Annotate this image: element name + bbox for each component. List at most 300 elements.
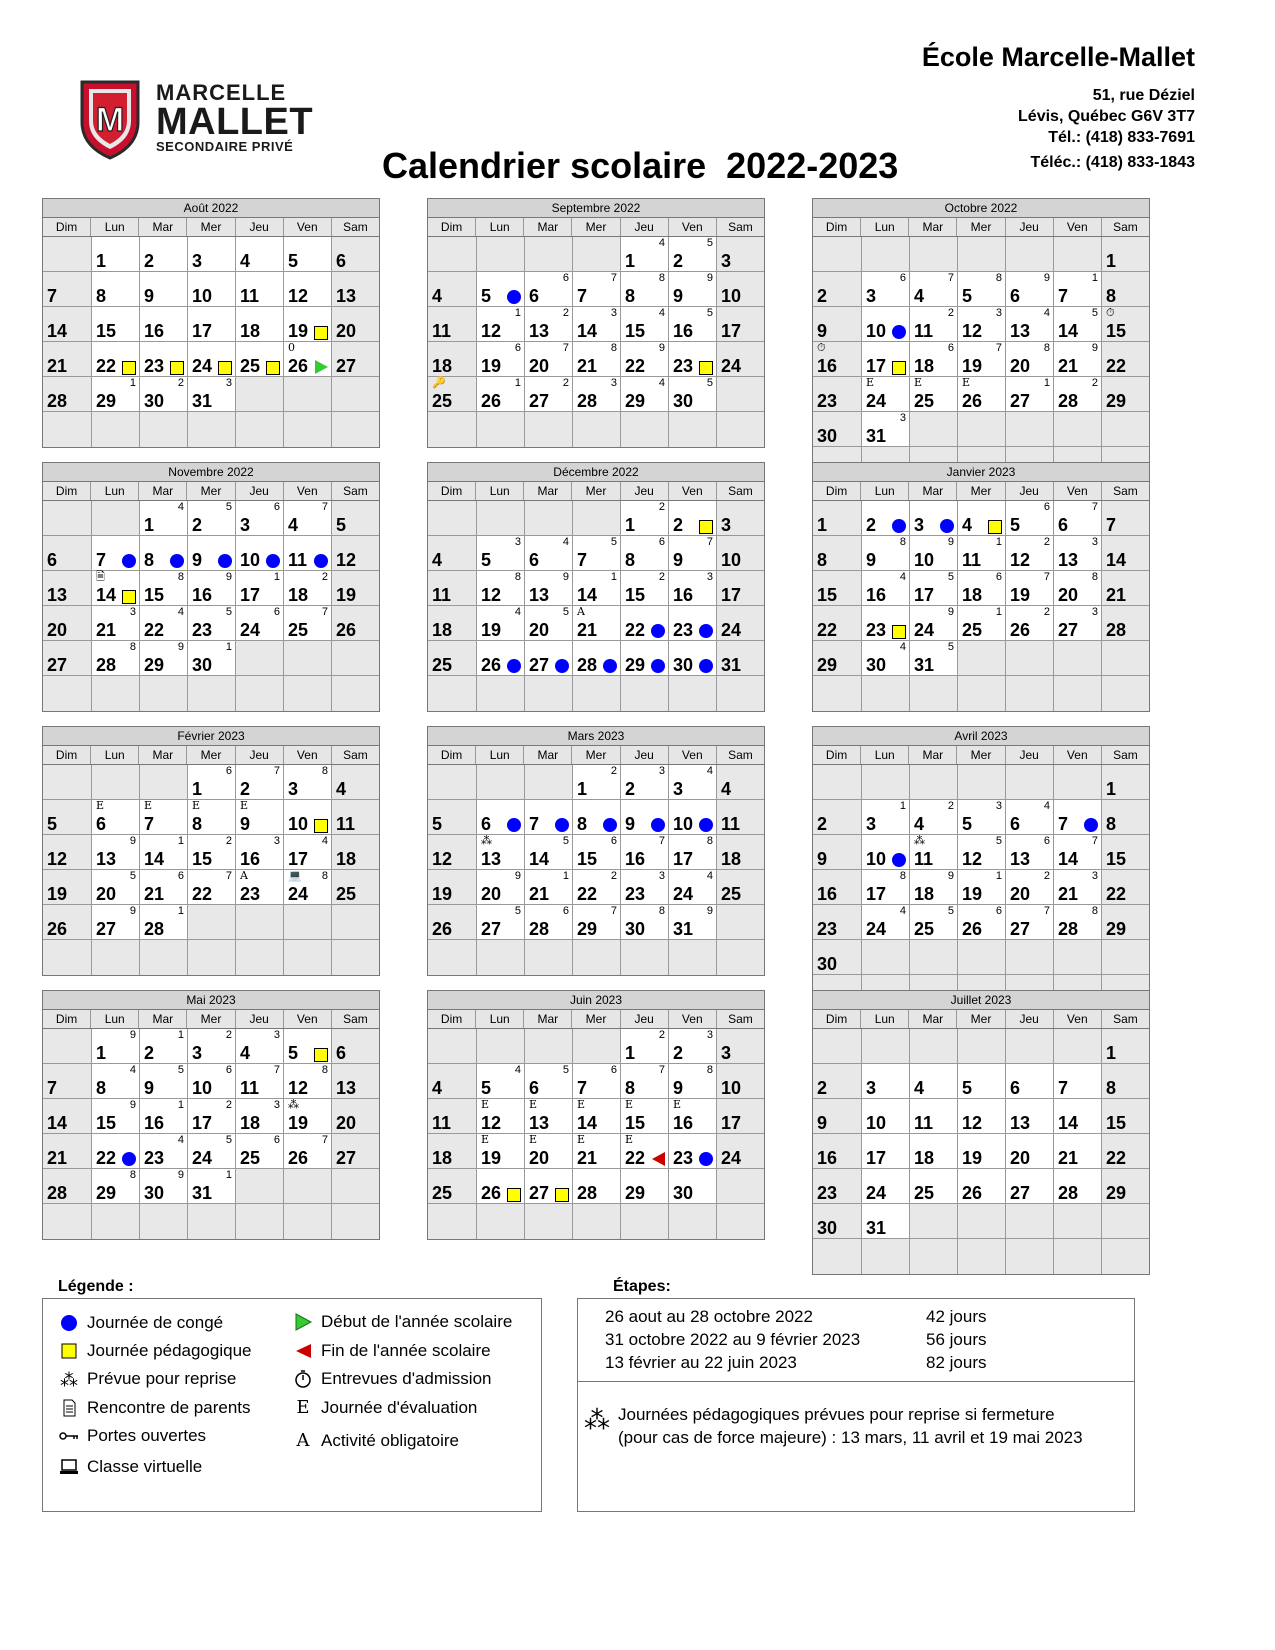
day-cell <box>716 307 764 342</box>
day-cell <box>283 571 331 606</box>
holiday-dot-icon <box>266 554 280 568</box>
day-cell <box>620 237 668 272</box>
weekday-label: Lun <box>90 218 138 236</box>
day-number: 12 <box>432 849 453 869</box>
day-number: 20 <box>96 884 117 904</box>
cycle-day-number: 6 <box>177 870 184 882</box>
day-number: 24 <box>866 1183 887 1203</box>
day-number: 11 <box>240 1078 260 1098</box>
cycle-day-number: 7 <box>1043 905 1050 917</box>
day-cell <box>139 1029 187 1064</box>
day-cell <box>428 1169 476 1204</box>
day-number: 11 <box>432 1113 452 1133</box>
legend-label: Portes ouvertes <box>87 1426 207 1445</box>
day-cell <box>476 412 524 447</box>
day-cell <box>1101 641 1149 676</box>
school-city: Lévis, Québec G6V 3T7 <box>1018 108 1195 125</box>
day-cell <box>235 905 283 940</box>
day-cell <box>428 835 476 870</box>
day-cell <box>428 536 476 571</box>
day-number: 15 <box>1106 849 1127 869</box>
weekday-label: Lun <box>90 746 138 764</box>
day-cell <box>620 1064 668 1099</box>
etape-days-1: 42 jours <box>926 1307 987 1326</box>
day-cell <box>331 1204 379 1239</box>
day-number: 6 <box>529 286 540 306</box>
day-cell <box>331 342 379 377</box>
day-number: 18 <box>914 356 935 376</box>
day-cell <box>668 1099 716 1134</box>
weekday-label: Mar <box>138 218 186 236</box>
day-number: 14 <box>577 1113 598 1133</box>
day-cell <box>139 536 187 571</box>
weekday-label: Sam <box>1101 746 1149 764</box>
day-cell <box>139 272 187 307</box>
day-number: 22 <box>1106 1148 1127 1168</box>
day-cell <box>1053 765 1101 800</box>
month-title: Novembre 2022 <box>43 463 379 482</box>
cycle-day-number: 8 <box>658 272 665 284</box>
day-cell <box>428 870 476 905</box>
day-number: 9 <box>240 814 251 834</box>
day-cell <box>1005 1169 1053 1204</box>
day-cell <box>235 501 283 536</box>
legend-item-entrevues <box>321 1369 492 1389</box>
day-number: 5 <box>1010 515 1021 535</box>
day-number: 13 <box>336 286 357 306</box>
day-number: 17 <box>240 585 261 605</box>
day-cell <box>428 765 476 800</box>
month-title: Avril 2023 <box>813 727 1149 746</box>
weekday-label: Mar <box>138 1010 186 1028</box>
day-cell <box>861 571 909 606</box>
day-cell <box>331 870 379 905</box>
cycle-day-number: 7 <box>995 342 1002 354</box>
weekday-header <box>428 218 764 237</box>
day-cell <box>43 765 91 800</box>
day-cell <box>283 237 331 272</box>
weekday-label: Sam <box>1101 482 1149 500</box>
holiday-dot-icon <box>314 554 328 568</box>
day-number: 24 <box>914 620 935 640</box>
day-number: 23 <box>673 1148 694 1168</box>
day-cell <box>428 1099 476 1134</box>
day-number: 1 <box>817 515 828 535</box>
day-cell <box>428 377 476 412</box>
day-number: 30 <box>144 391 165 411</box>
day-cell <box>428 1134 476 1169</box>
day-cell <box>572 571 620 606</box>
day-number: 4 <box>962 515 973 535</box>
pedagogical-day-icon <box>507 1188 521 1202</box>
day-number: 3 <box>721 1043 732 1063</box>
day-cell <box>476 237 524 272</box>
day-number: 15 <box>625 1113 646 1133</box>
day-cell <box>572 342 620 377</box>
cycle-day-number: 9 <box>129 905 136 917</box>
day-cell <box>957 606 1005 641</box>
day-number: 14 <box>144 849 165 869</box>
cycle-day-number: 7 <box>1091 501 1098 513</box>
day-number: 7 <box>1058 1078 1069 1098</box>
weekday-header <box>813 1010 1149 1029</box>
day-cell <box>572 606 620 641</box>
day-number: 30 <box>673 655 694 675</box>
holiday-dot-icon <box>122 1152 136 1166</box>
cycle-day-number: 5 <box>514 905 521 917</box>
day-cell <box>861 1239 909 1274</box>
day-cell <box>283 606 331 641</box>
day-cell <box>1005 536 1053 571</box>
day-number: 31 <box>192 1183 213 1203</box>
day-cell <box>235 571 283 606</box>
day-number: 13 <box>1010 1113 1031 1133</box>
day-cell <box>813 800 861 835</box>
weekday-label: Mar <box>908 218 956 236</box>
day-cell <box>957 1204 1005 1239</box>
day-number: 17 <box>914 585 935 605</box>
day-cell <box>620 1099 668 1134</box>
day-number: 28 <box>529 919 550 939</box>
day-cell <box>235 307 283 342</box>
day-cell <box>235 676 283 711</box>
day-cell <box>524 536 572 571</box>
day-cell <box>91 237 139 272</box>
day-cell <box>861 641 909 676</box>
day-number: 3 <box>721 251 732 271</box>
day-number: 27 <box>1058 620 1079 640</box>
day-number: 2 <box>144 1043 155 1063</box>
day-cell <box>716 412 764 447</box>
day-cell <box>476 641 524 676</box>
day-number: 30 <box>817 954 838 974</box>
pedagogical-day-icon <box>314 819 328 833</box>
month-title: Août 2022 <box>43 199 379 218</box>
day-number: 24 <box>721 1148 742 1168</box>
cycle-day-number: 3 <box>225 377 232 389</box>
day-cell <box>1053 835 1101 870</box>
day-cell <box>1101 1099 1149 1134</box>
weekday-label: Mer <box>186 482 234 500</box>
day-number: 11 <box>432 585 452 605</box>
day-cell <box>187 641 235 676</box>
etapes-note <box>618 1403 1083 1449</box>
cycle-day-number: 7 <box>947 272 954 284</box>
day-cell <box>139 501 187 536</box>
day-cell <box>91 905 139 940</box>
day-number: 20 <box>47 620 68 640</box>
day-number: 18 <box>432 1148 453 1168</box>
day-cell <box>428 237 476 272</box>
day-number: 29 <box>625 1183 646 1203</box>
day-cell <box>861 272 909 307</box>
cycle-day-number: 8 <box>321 765 328 777</box>
pedagogical-day-icon <box>170 361 184 375</box>
month-calendar <box>42 198 380 448</box>
weekday-label: Sam <box>716 482 764 500</box>
day-cell <box>428 501 476 536</box>
day-number: 11 <box>432 321 452 341</box>
day-number: 13 <box>1010 321 1031 341</box>
day-cell <box>43 272 91 307</box>
legend-item-evaluation <box>296 1397 478 1418</box>
day-cell <box>861 765 909 800</box>
day-number: 7 <box>577 550 588 570</box>
day-cell <box>668 536 716 571</box>
legend-label: Journée de congé <box>87 1313 224 1332</box>
day-number: 30 <box>817 426 838 446</box>
cycle-day-number: 6 <box>1043 501 1050 513</box>
day-cell <box>91 1134 139 1169</box>
day-cell <box>139 1204 187 1239</box>
day-marker-icon: ⁂ <box>481 834 492 847</box>
day-cell <box>1053 905 1101 940</box>
day-cell <box>1101 676 1149 711</box>
day-cell <box>1101 501 1149 536</box>
day-number: 16 <box>817 884 838 904</box>
etape-days-3: 82 jours <box>926 1353 987 1372</box>
cycle-day-number: 4 <box>899 905 906 917</box>
day-number: 29 <box>96 1183 117 1203</box>
day-number: 12 <box>1010 550 1031 570</box>
day-number: 20 <box>336 1113 357 1133</box>
cycle-day-number: 9 <box>706 272 713 284</box>
day-cell <box>235 800 283 835</box>
day-number: 29 <box>625 655 646 675</box>
weekday-label: Sam <box>331 1010 379 1028</box>
day-cell <box>620 342 668 377</box>
day-cell <box>1101 606 1149 641</box>
day-marker-icon: E <box>481 1098 490 1111</box>
day-cell <box>716 237 764 272</box>
day-cell <box>572 412 620 447</box>
day-number: 25 <box>288 620 309 640</box>
day-number: 1 <box>96 1043 107 1063</box>
day-cell <box>139 571 187 606</box>
etapes-divider <box>578 1381 1134 1382</box>
day-cell <box>813 870 861 905</box>
cycle-day-number: 6 <box>273 501 280 513</box>
day-cell <box>861 1134 909 1169</box>
day-cell <box>1053 1099 1101 1134</box>
day-number: 18 <box>288 585 309 605</box>
day-number: 12 <box>481 321 502 341</box>
day-cell <box>524 870 572 905</box>
day-cell <box>620 1169 668 1204</box>
day-number: 7 <box>96 550 107 570</box>
day-cell <box>668 641 716 676</box>
day-cell <box>813 1169 861 1204</box>
cycle-day-number: 7 <box>658 835 665 847</box>
month-title: Juillet 2023 <box>813 991 1149 1010</box>
cycle-day-number: 8 <box>706 835 713 847</box>
day-cell <box>957 342 1005 377</box>
day-cell <box>1101 835 1149 870</box>
weekday-label: Jeu <box>1005 218 1053 236</box>
day-marker-icon: E <box>625 1133 634 1146</box>
day-cell <box>283 940 331 975</box>
day-number: 14 <box>47 1113 68 1133</box>
month-title: Janvier 2023 <box>813 463 1149 482</box>
cycle-day-number: 4 <box>514 606 521 618</box>
cycle-day-number: 7 <box>610 272 617 284</box>
day-cell <box>283 342 331 377</box>
day-number: 28 <box>47 391 68 411</box>
day-cell <box>331 1029 379 1064</box>
day-number: 24 <box>721 620 742 640</box>
cycle-day-number: 9 <box>177 1169 184 1181</box>
day-cell <box>187 342 235 377</box>
day-number: 27 <box>336 356 357 376</box>
cycle-day-number: 7 <box>321 501 328 513</box>
day-number: 8 <box>625 550 636 570</box>
day-number: 2 <box>240 779 251 799</box>
weekday-label: Dim <box>825 1012 848 1026</box>
weekday-label: Mar <box>908 482 956 500</box>
day-cell <box>524 501 572 536</box>
day-number: 5 <box>288 1043 299 1063</box>
day-number: 10 <box>866 1113 887 1133</box>
day-number: 6 <box>336 1043 347 1063</box>
day-cell <box>668 1029 716 1064</box>
day-number: 20 <box>529 1148 550 1168</box>
document-icon <box>59 1398 79 1418</box>
weekday-label: Lun <box>90 482 138 500</box>
day-cell <box>476 1064 524 1099</box>
day-number: 10 <box>240 550 261 570</box>
day-cell <box>524 800 572 835</box>
day-cell <box>716 800 764 835</box>
day-cell <box>187 571 235 606</box>
month-calendar <box>42 462 380 712</box>
day-cell <box>1053 342 1101 377</box>
day-cell <box>43 905 91 940</box>
cycle-day-number: 6 <box>899 272 906 284</box>
day-number: 27 <box>1010 391 1031 411</box>
day-number: 6 <box>1010 286 1021 306</box>
day-number: 21 <box>577 356 598 376</box>
day-cell <box>428 571 476 606</box>
day-number: 19 <box>481 620 502 640</box>
day-cell <box>187 272 235 307</box>
day-cell <box>861 1064 909 1099</box>
day-number: 6 <box>47 550 58 570</box>
weekday-label: Ven <box>668 1010 716 1028</box>
day-cell <box>283 1204 331 1239</box>
day-cell <box>620 272 668 307</box>
day-number: 25 <box>914 919 935 939</box>
day-cell <box>428 940 476 975</box>
day-number: 7 <box>1058 814 1069 834</box>
day-cell <box>283 501 331 536</box>
cycle-day-number: 7 <box>273 1064 280 1076</box>
cycle-day-number: 1 <box>129 377 136 389</box>
day-number: 28 <box>1106 620 1127 640</box>
month-title: Juin 2023 <box>428 991 764 1010</box>
day-number: 4 <box>288 515 299 535</box>
day-number: 16 <box>192 585 213 605</box>
cycle-day-number: 3 <box>273 1029 280 1041</box>
cycle-day-number: 1 <box>1091 272 1098 284</box>
day-cell <box>524 1169 572 1204</box>
day-cell <box>909 272 957 307</box>
day-number: 3 <box>673 779 684 799</box>
pedagogical-day-icon <box>314 1048 328 1062</box>
day-number: 16 <box>817 356 838 376</box>
day-number: 23 <box>240 884 261 904</box>
day-number: 24 <box>673 884 694 904</box>
day-number: 18 <box>914 884 935 904</box>
month-calendar <box>812 198 1150 483</box>
cycle-day-number: 2 <box>1043 870 1050 882</box>
cycle-day-number: 4 <box>658 377 665 389</box>
day-cell <box>957 1134 1005 1169</box>
cycle-day-number: 1 <box>995 536 1002 548</box>
day-cell <box>909 377 957 412</box>
legend-label: Début de l'année scolaire <box>321 1312 513 1331</box>
day-number: 3 <box>866 286 877 306</box>
day-cell <box>91 307 139 342</box>
day-marker-icon: A <box>577 605 585 618</box>
cycle-day-number: 7 <box>706 536 713 548</box>
day-number: 28 <box>577 391 598 411</box>
cycle-day-number: 9 <box>129 835 136 847</box>
day-cell <box>572 272 620 307</box>
day-cell <box>524 765 572 800</box>
day-cell <box>620 1134 668 1169</box>
day-number: 11 <box>962 550 982 570</box>
day-cell <box>283 641 331 676</box>
day-cell <box>1101 272 1149 307</box>
day-cell <box>331 1064 379 1099</box>
day-cell <box>43 835 91 870</box>
day-number: 9 <box>673 286 684 306</box>
month-calendar <box>812 462 1150 712</box>
day-number: 4 <box>336 779 347 799</box>
day-cell <box>235 641 283 676</box>
day-number: 22 <box>96 356 117 376</box>
cycle-day-number: 6 <box>562 272 569 284</box>
day-number: 28 <box>1058 1183 1079 1203</box>
day-cell <box>43 641 91 676</box>
day-cell <box>283 1064 331 1099</box>
day-number: 10 <box>914 550 935 570</box>
school-name: École Marcelle-Mallet <box>921 42 1195 72</box>
day-cell <box>1101 870 1149 905</box>
day-cell <box>957 835 1005 870</box>
day-cell <box>331 1099 379 1134</box>
day-number: 24 <box>240 620 261 640</box>
cycle-day-number: 3 <box>995 800 1002 812</box>
day-number: 12 <box>288 286 309 306</box>
day-number: 31 <box>721 655 742 675</box>
day-cell <box>716 1099 764 1134</box>
day-number: 7 <box>577 286 588 306</box>
day-cell <box>1053 870 1101 905</box>
day-number: 25 <box>240 1148 261 1168</box>
day-number: 12 <box>481 585 502 605</box>
day-number: 6 <box>96 814 107 834</box>
day-cell <box>428 800 476 835</box>
etapes-box <box>577 1298 1135 1512</box>
cycle-day-number: 9 <box>947 870 954 882</box>
day-cell <box>861 800 909 835</box>
day-cell <box>476 870 524 905</box>
day-number: 9 <box>817 321 828 341</box>
day-cell <box>476 1029 524 1064</box>
day-number: 23 <box>817 1183 838 1203</box>
cycle-day-number: 1 <box>610 571 617 583</box>
